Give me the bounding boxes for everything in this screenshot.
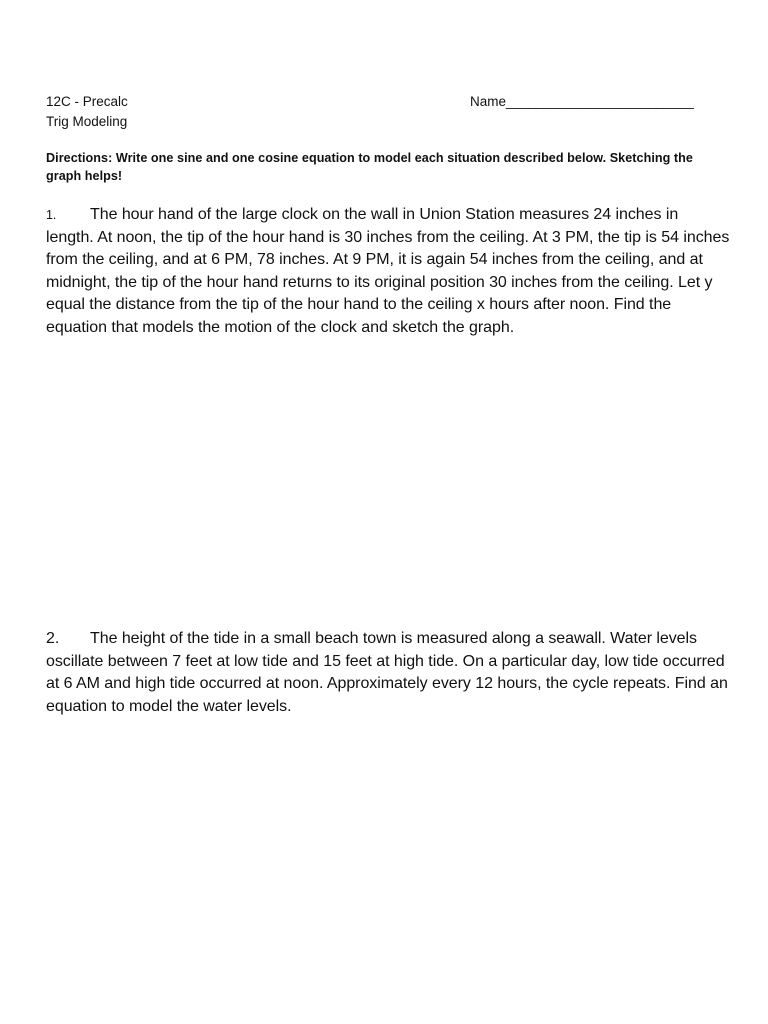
problem-2-number: 2. [46, 630, 60, 647]
problem-1 [46, 204, 730, 340]
unit-title: Trig Modeling [46, 114, 128, 129]
course-title: 12C - Precalc [46, 94, 128, 109]
name-field: Name_________________________ [470, 94, 694, 109]
problem-2-work-space [46, 725, 722, 985]
problem-2 [46, 628, 730, 718]
problem-2-text: The height of the tide in a small beach town is measured along a seawall. Water levels oscillate between 7 feet at low tide and 15 feet at high tide. On a particular day, low tide occurred at 6 AM and high tide occurred at noon. Approximately every 12 hours, the cycle repeats. Find an equation to model the water levels. [46, 630, 728, 715]
problem-1-text: The hour hand of the large clock on the wall in Union Station measures 24 inches in length. At noon, the tip of the hour hand is 30 inches from the ceiling. At 3 PM, the tip is 54 inches from the ceiling, and at 6 PM, 78 inches. At 9 PM, it is again 54 inches from the ceiling, and at midnight, the tip of the hour hand returns to its original position 30 inches from the ceiling. Let y equal the distance from the tip of the hour hand to the ceiling x hours after noon. Find the equation that models the motion of the clock and sketch the graph. [46, 206, 730, 336]
directions: Directions: Write one sine and one cosine equation to model each situation described below. Sketching the graph helps! [46, 151, 693, 183]
problem-1-number: 1. [46, 208, 57, 222]
problem-1-work-space [46, 350, 722, 610]
